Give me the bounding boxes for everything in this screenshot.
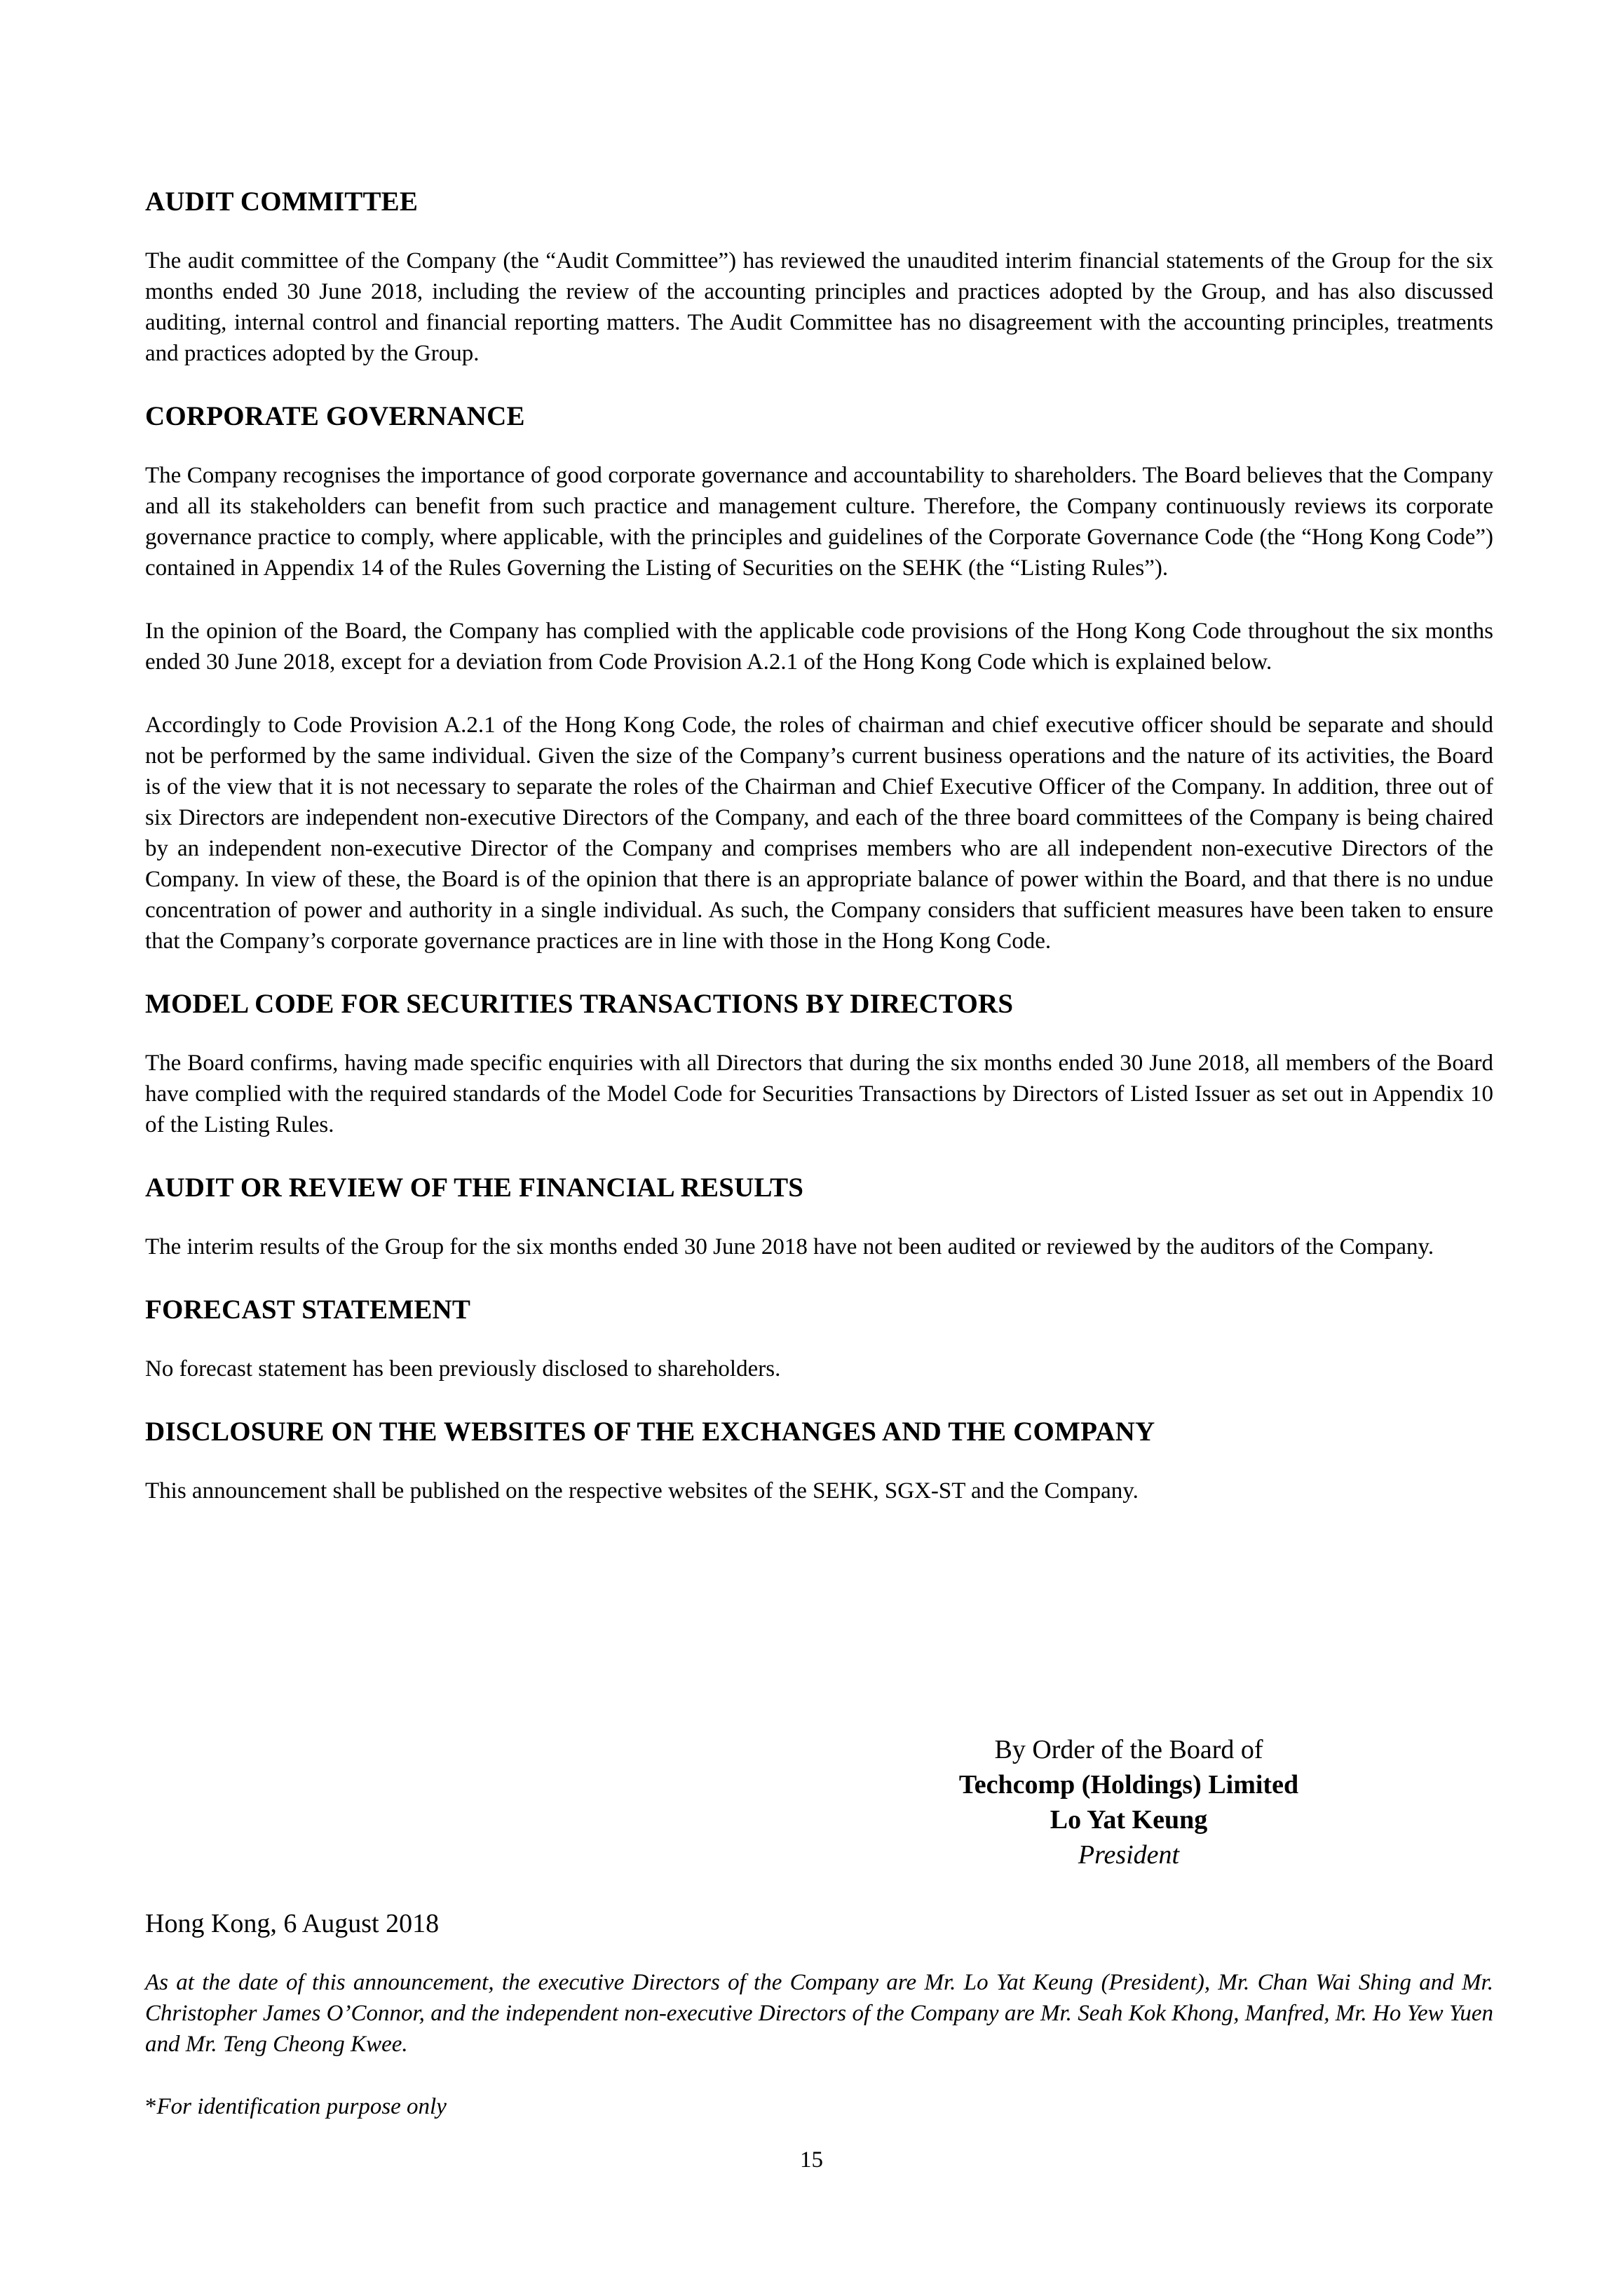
document-body [145, 187, 1493, 1539]
section-disclosure-websites [145, 1417, 1493, 1506]
footnote [145, 2091, 447, 2122]
paragraph: In the opinion of the Board, the Company has complied with the applicable code provisions of the Hong Kong Code throughout the six months ended 30 June 2018, except for a deviation from Code Provision A.2.1 of the Hong Kong Code which is explained below. [145, 619, 1493, 675]
section-audit-or-review [145, 1173, 1493, 1262]
section-heading: AUDIT COMMITTEE [145, 187, 419, 217]
paragraph: The interim results of the Group for the six months ended 30 June 2018 have not been audited or reviewed by the auditors of the Company. [145, 1234, 1434, 1260]
signature-name: Lo Yat Keung [1050, 1805, 1208, 1835]
section-heading: CORPORATE GOVERNANCE [145, 401, 525, 431]
place-date: Hong Kong, 6 August 2018 [145, 1909, 440, 1938]
signature-company: Techcomp (Holdings) Limited [958, 1770, 1299, 1799]
paragraph: The Board confirms, having made specific enquiries with all Directors that during the six months ended 30 June 2018, all members of the Board have complied with the required standards of the Model Code for Securities Transactions by Directors of Listed Issuer as set out in Appendix 10 of the Listing Rules. [145, 1051, 1493, 1137]
section-heading: AUDIT OR REVIEW OF THE FINANCIAL RESULTS [145, 1173, 804, 1203]
section-model-code [145, 989, 1493, 1140]
section-heading: FORECAST STATEMENT [145, 1295, 471, 1325]
section-audit-committee [145, 187, 1493, 369]
section-corporate-governance [145, 401, 1493, 957]
paragraph: No forecast statement has been previously disclosed to shareholders. [145, 1356, 781, 1382]
signature-block [841, 1732, 1416, 1872]
paragraph: This announcement shall be published on the respective websites of the SEHK, SGX-ST and the Company. [145, 1478, 1139, 1504]
directors-note: As at the date of this announcement, the executive Directors of the Company are Mr. Lo Yat Keung (President), Mr. Chan Wai Shing and Mr. Christopher James O’Connor, and the independent non-executive Directors of the Company are Mr. Seah Kok Khong, Manfred, Mr. Ho Yew Yuen and Mr. Teng Cheong Kwee. [145, 1970, 1493, 2057]
paragraph: The Company recognises the importance of good corporate governance and accountability to shareholders. The Board believes that the Company and all its stakeholders can benefit from such practice and management culture. Therefore, the Company continuously reviews its corporate governance practice to comply, where applicable, with the principles and guidelines of the Corporate Governance Code (the “Hong Kong Code”) contained in Appendix 14 of the Rules Governing the Listing of Securities on the SEHK (the “Listing Rules”). [145, 463, 1493, 581]
paragraph: Accordingly to Code Provision A.2.1 of the Hong Kong Code, the roles of chairman and chief executive officer should be separate and should not be performed by the same individual. Given the size of the Company’s current business operations and the nature of its activities, the Board is of the view that it is not necessary to separate the roles of the Chairman and Chief Executive Officer of the Company. In addition, three out of six Directors are independent non-executive Directors of the Company, and each of the three board committees of the Company is being chaired by an independent non-executive Director of the Company and comprises members who are all independent non-executive Directors of the Company. In view of these, the Board is of the opinion that there is an appropriate balance of power within the Board, and that there is no undue concentration of power and authority in a single individual. As such, the Company considers that sufficient measures have been taken to ensure that the Company’s corporate governance practices are in line with those in the Hong Kong Code. [145, 713, 1493, 954]
footnote-marker: * [145, 2094, 157, 2119]
page-number: 15 [800, 2147, 823, 2173]
section-forecast-statement [145, 1295, 1493, 1384]
signature-line: By Order of the Board of [994, 1735, 1263, 1764]
section-heading: MODEL CODE FOR SECURITIES TRANSACTIONS BY DIRECTORS [145, 989, 1014, 1019]
footnote-text: For identification purpose only [156, 2094, 447, 2119]
paragraph: The audit committee of the Company (the “Audit Committee”) has reviewed the unaudited interim financial statements of the Group for the six months ended 30 June 2018, including the review of the accounting principles and practices adopted by the Group, and has also discussed auditing, internal control and financial reporting matters. The Audit Committee has no disagreement with the accounting principles, treatments and practices adopted by the Group. [145, 248, 1493, 366]
section-heading: DISCLOSURE ON THE WEBSITES OF THE EXCHANGES AND THE COMPANY [145, 1417, 1155, 1447]
signature-title: President [1078, 1840, 1180, 1870]
